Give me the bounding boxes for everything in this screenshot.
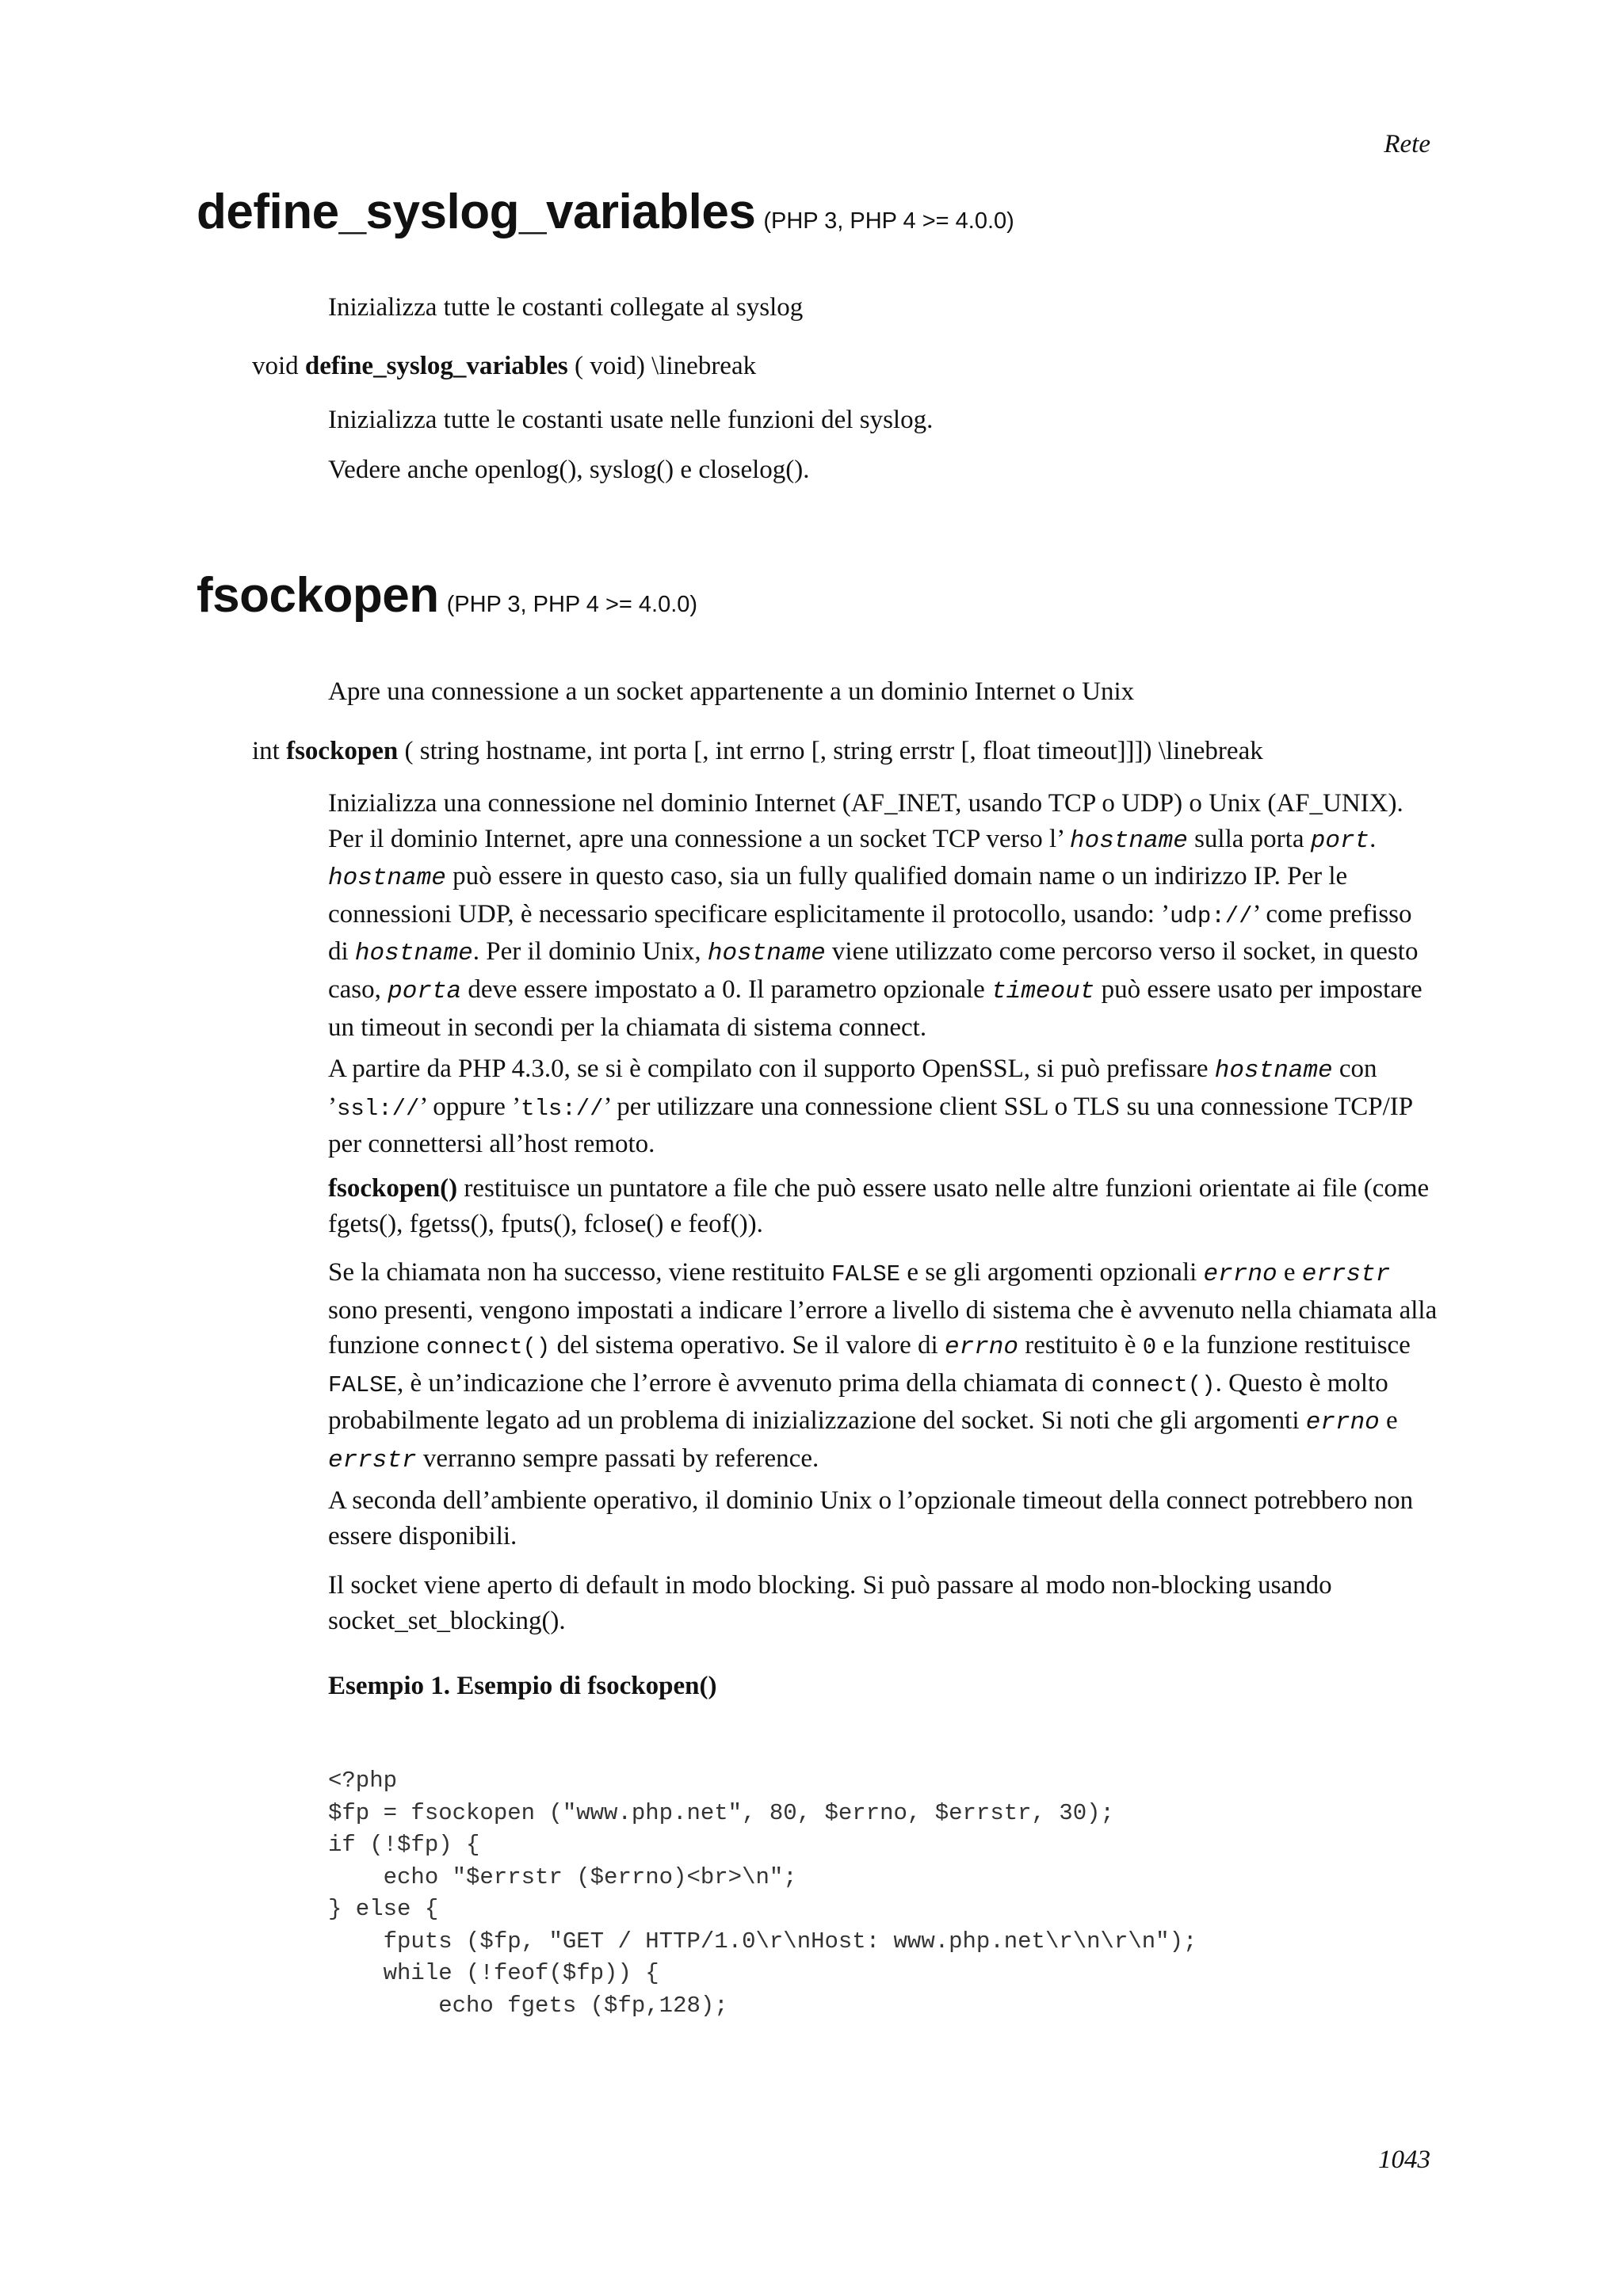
version-info: (PHP 3, PHP 4 >= 4.0.0): [446, 592, 698, 617]
text-run: Se la chiamata non ha successo, viene restituito: [328, 1258, 832, 1287]
text-run: . Questo è molto probabilmente legato ad un problema di inizializzazione del socket. Si noti che gli argomenti: [328, 1368, 1388, 1436]
code-line: echo "$errstr ($errno)<br>\n";: [328, 1863, 797, 1890]
text-run: sono presenti, vengono impostati a indicare l’errore a livello di sistema che è avvenuto nella chiamata alla funzione: [328, 1295, 1438, 1360]
param-ref: timeout: [991, 977, 1095, 1005]
param-ref: errstr: [328, 1446, 417, 1474]
text-run: e: [1277, 1258, 1302, 1287]
param-ref: errstr: [1301, 1261, 1391, 1288]
page-number: 1043: [1378, 2145, 1430, 2174]
version-info: (PHP 3, PHP 4 >= 4.0.0): [763, 208, 1014, 234]
function-name: fsockopen: [197, 568, 439, 623]
paragraph-blocking: Il socket viene aperto di default in modo blocking. Si può passare al modo non-blocking usando socket_set_blocking().: [328, 1571, 1332, 1635]
code-literal: ssl://: [337, 1095, 420, 1122]
function-name: define_syslog_variables: [197, 185, 756, 239]
synopsis-function-name: fsockopen: [286, 737, 399, 765]
code-line: if (!$fp) {: [328, 1832, 480, 1858]
code-literal: udp://: [1170, 902, 1253, 929]
code-literal: tls://: [521, 1095, 604, 1122]
synopsis-function-name: define_syslog_variables: [304, 352, 568, 380]
paragraph-availability: A seconda dell’ambiente operativo, il dominio Unix o l’opzionale timeout della connect potrebbero non essere disponibili.: [328, 1486, 1414, 1550]
text-run: e se gli argomenti opzionali: [900, 1258, 1204, 1287]
text-run: sulla porta: [1187, 824, 1311, 853]
synopsis-params: ( string hostname, int porta [, int errno [, string errstr [, float timeout]]]) \linebreak: [404, 737, 1263, 765]
text-run: viene utilizzato come percorso verso il socket, in questo caso,: [328, 937, 1419, 1004]
param-ref: errno: [944, 1333, 1018, 1362]
text-run: deve essere impostato a 0. Il parametro opzionale: [461, 974, 992, 1004]
paragraph-return-value: [328, 1171, 1438, 1241]
text-run: , è un’indicazione che l’errore è avvenuto prima della chiamata di: [397, 1368, 1091, 1398]
example-title: Esempio 1. Esempio di fsockopen(): [328, 1672, 717, 1700]
purpose-text: Inizializza tutte le costanti collegate al syslog: [328, 293, 804, 322]
param-ref: hostname: [354, 940, 473, 968]
paragraph-connection-description: [328, 786, 1438, 1045]
description-text: Inizializza tutte le costanti usate nelle funzioni del syslog.: [328, 406, 934, 434]
code-example: [328, 1765, 1197, 2022]
text-run: Inizializza una connessione nel dominio Internet (AF_INET, usando TCP o UDP) o Unix (AF_UNIX). Per il dominio Internet, apre una connessione a un socket TCP verso l’: [328, 789, 1403, 853]
text-run: ’ per utilizzare una connessione client SSL o TLS su una connessione TCP/IP per connettersi all’host remoto.: [328, 1092, 1412, 1159]
code-literal: FALSE: [328, 1371, 398, 1398]
purpose-text: Apre una connessione a un socket appartenente a un dominio Internet o Unix: [328, 677, 1135, 706]
code-literal: 0: [1142, 1334, 1157, 1361]
running-header: Rete: [1384, 130, 1430, 158]
code-line: <?php: [328, 1768, 398, 1794]
paragraph-errors: [328, 1255, 1438, 1479]
text-run: verranno sempre passati by reference.: [416, 1444, 819, 1473]
param-ref: hostname: [1070, 826, 1188, 855]
text-run: A partire da PHP 4.3.0, se si è compilato con il supporto OpenSSL, si può prefissare: [328, 1055, 1215, 1083]
text-run: e: [1379, 1406, 1398, 1436]
text-run: ’ oppure ’: [419, 1092, 521, 1121]
text-run: può essere in questo caso, sia un fully qualified domain name o un indirizzo IP. Per le connessioni UDP, è necessario specificare esplicitamente il protocollo, usando: ’: [328, 862, 1348, 929]
function-synopsis: [252, 737, 1263, 766]
param-ref: errno: [1203, 1261, 1277, 1288]
code-literal: FALSE: [831, 1261, 901, 1287]
code-literal: connect(): [426, 1334, 551, 1361]
function-synopsis: [252, 352, 756, 381]
param-ref: port: [1310, 826, 1370, 855]
param-ref: hostname: [1214, 1057, 1333, 1085]
code-line: echo fgets ($fp,128);: [328, 1992, 728, 2019]
text-run: del sistema operativo. Se il valore di: [550, 1331, 945, 1360]
paragraph-openssl: [328, 1051, 1438, 1162]
function-ref: fsockopen(): [328, 1174, 458, 1203]
code-line: } else {: [328, 1896, 439, 1922]
return-type: void: [252, 352, 299, 380]
param-ref: hostname: [707, 940, 826, 968]
text-run: può essere usato per impostare un timeout in secondi per la chiamata di sistema connect.: [328, 974, 1423, 1042]
code-line: fputs ($fp, "GET / HTTP/1.0\r\nHost: www.php.net\r\n\r\n");: [328, 1928, 1197, 1955]
param-ref: errno: [1305, 1409, 1380, 1437]
entry-title-fsockopen: [197, 567, 697, 624]
text-run: restituito è: [1018, 1331, 1143, 1360]
return-type: int: [252, 737, 280, 765]
code-line: while (!feof($fp)) {: [328, 1960, 659, 1986]
text-run: ’ come prefisso di: [328, 899, 1412, 967]
param-ref: porta: [388, 977, 462, 1005]
text-run: restituisce un puntatore a file che può essere usato nelle altre funzioni orientate ai file (come fgets(), fgetss(), fputs(), fclose() e feof()).: [328, 1174, 1430, 1238]
synopsis-params: ( void) \linebreak: [575, 352, 757, 380]
text-run: con ’: [328, 1055, 1377, 1121]
text-run: .: [1369, 824, 1377, 853]
text-run: . Per il dominio Unix,: [472, 937, 708, 967]
code-line: $fp = fsockopen ("www.php.net", 80, $errno, $errstr, 30);: [328, 1799, 1114, 1826]
text-run: e la funzione restituisce: [1156, 1331, 1411, 1360]
param-ref: hostname: [328, 864, 446, 893]
see-also-text: Vedere anche openlog(), syslog() e closelog().: [328, 456, 810, 484]
entry-title-define-syslog-variables: [197, 184, 1014, 240]
code-literal: connect(): [1090, 1371, 1216, 1398]
